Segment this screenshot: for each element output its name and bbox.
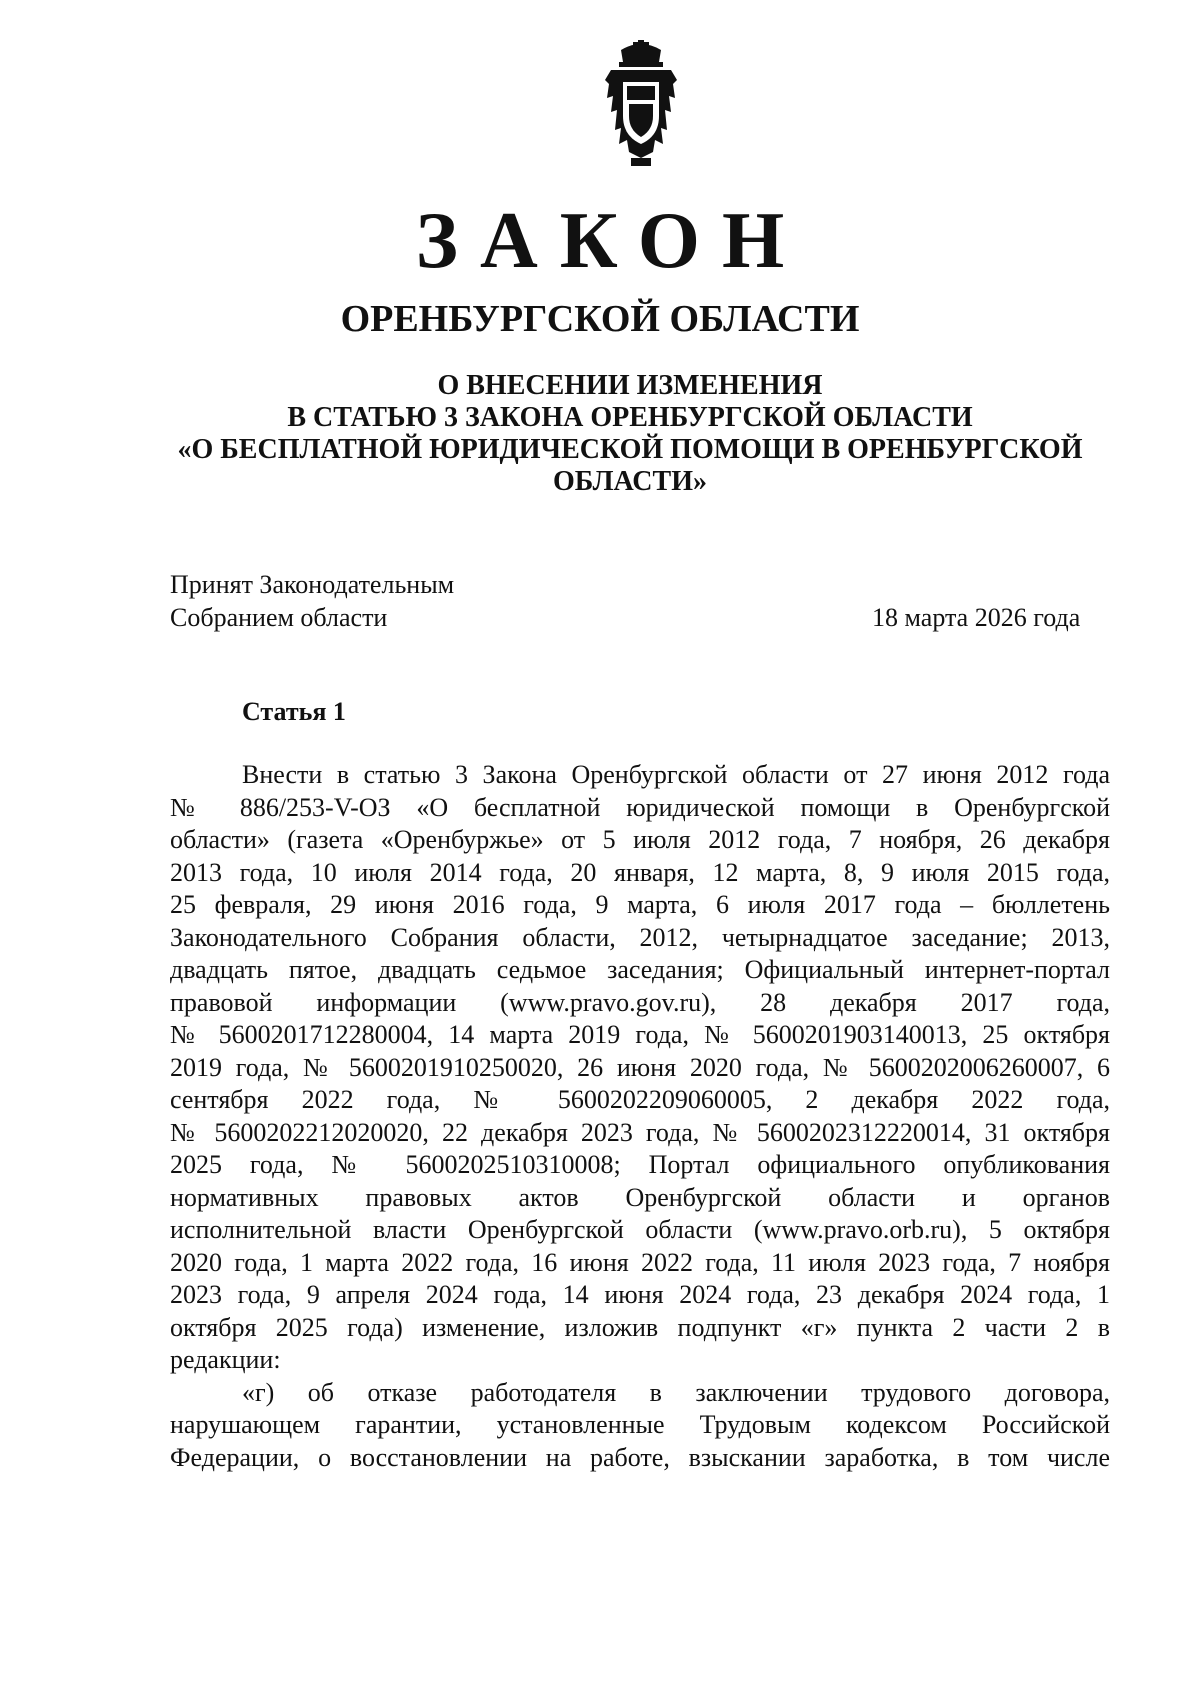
text-line: Федерации, о восстановлении на работе, взыскании заработка, в том числе [170,1442,1110,1472]
law-title: ЗАКОН [415,197,807,285]
text-line: № 5600202212020020, 22 декабря 2023 года, № 5600202312220014, 31 октября [170,1117,1110,1147]
text-line: октября 2025 года) изменение, изложив подпункт «г» пункта 2 части 2 в [170,1312,1110,1342]
article-body [170,759,1110,1474]
text-line: 2025 года, № 5600202510310008; Портал официального опубликования [170,1150,1110,1179]
coat-of-arms-emblem [603,40,679,170]
text-line: 2013 года, 10 июля 2014 года, 20 января, 12 марта, 8, 9 июля 2015 года, [170,857,1110,887]
text-line: исполнительной власти Оренбургской области (www.pravo.orb.ru), 5 октября [170,1215,1110,1244]
text-line: № 886/253-V-ОЗ «О бесплатной юридической помощи в Оренбургской [170,792,1110,822]
adoption-line: Принят Законодательным [170,570,455,599]
text-line: 2020 года, 1 марта 2022 года, 16 июня 2022 года, 11 июля 2023 года, 7 ноября [170,1247,1110,1277]
law-subject [150,370,1110,498]
adoption-date: 18 марта 2026 года [872,603,1081,632]
text-line: области» (газета «Оренбуржье» от 5 июля 2012 года, 7 ноября, 26 декабря [170,825,1110,854]
text-line: нарушающем гарантии, установленные Трудовым кодексом Российской [170,1410,1110,1439]
text-line: № 5600201712280004, 14 марта 2019 года, № 5600201903140013, 25 октября [170,1020,1110,1049]
adoption-note [170,568,454,634]
text-line: 2019 года, № 5600201910250020, 26 июня 2020 года, № 5600202006260007, 6 [170,1052,1110,1082]
subject-line: «О БЕСПЛАТНОЙ ЮРИДИЧЕСКОЙ ПОМОЩИ В ОРЕНБУРГСКОЙ [177,434,1083,465]
subject-line: В СТАТЬЮ 3 ЗАКОНА ОРЕНБУРГСКОЙ ОБЛАСТИ [287,402,973,433]
text-line: двадцать пятое, двадцать седьмое заседания; Официальный интернет-портал [170,955,1110,984]
region-title: ОРЕНБУРГСКОЙ ОБЛАСТИ [340,298,860,340]
text-line: 2023 года, 9 апреля 2024 года, 14 июня 2024 года, 23 декабря 2024 года, 1 [170,1280,1110,1309]
text-line: 25 февраля, 29 июня 2016 года, 9 марта, 6 июля 2017 года – бюллетень [170,890,1110,919]
text-line: Законодательного Собрания области, 2012, четырнадцатое заседание; 2013, [170,922,1110,952]
adoption-line: Собранием области [170,603,388,632]
text-line: нормативных правовых актов Оренбургской области и органов [170,1182,1110,1212]
text-line: Внести в статью 3 Закона Оренбургской области от 27 июня 2012 года [242,760,1110,789]
text-line: правовой информации (www.pravo.gov.ru), 28 декабря 2017 года, [170,987,1110,1017]
text-line: сентября 2022 года, № 5600202209060005, 2 декабря 2022 года, [170,1085,1110,1114]
article-title: Статья 1 [242,697,346,726]
text-line: редакции: [170,1345,281,1374]
text-line: «г) об отказе работодателя в заключении трудового договора, [242,1377,1110,1407]
subject-line: О ВНЕСЕНИИ ИЗМЕНЕНИЯ [437,370,823,401]
subject-line: ОБЛАСТИ» [553,466,707,497]
